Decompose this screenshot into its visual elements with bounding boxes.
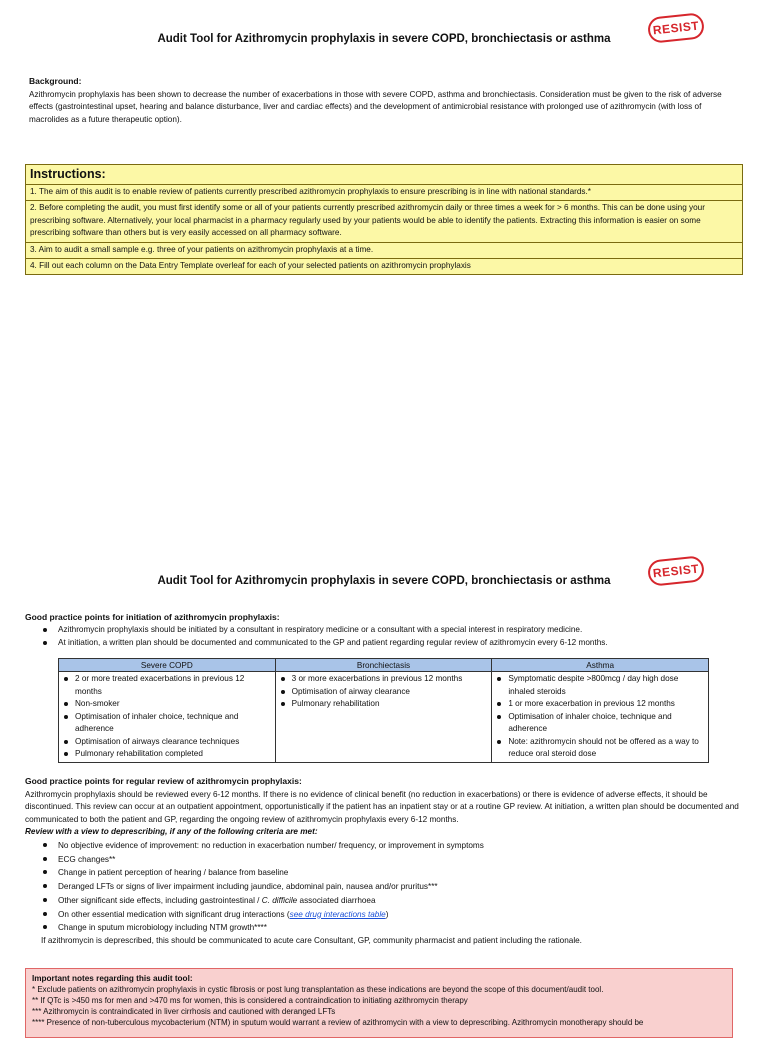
notes-heading: Important notes regarding this audit tool:	[32, 974, 193, 983]
background-heading: Background:	[29, 76, 82, 86]
instruction-item: 3. Aim to audit a small sample e.g. three of your patients on azithromycin prophylaxis at a time.	[26, 243, 742, 259]
list-item: 1 or more exacerbation in previous 12 months	[494, 698, 706, 711]
list-item: Optimisation of inhaler choice, technique and adherence	[494, 711, 706, 736]
instructions-box	[25, 164, 743, 275]
link-prefix[interactable]: see	[289, 909, 306, 919]
drug-interactions-link[interactable]: drug interactions table	[305, 909, 386, 919]
review-criteria-list	[34, 839, 734, 935]
instruction-item: 4. Fill out each column on the Data Entry Template overleaf for each of your selected patients on azithromycin prophylaxis	[30, 261, 471, 271]
list-item: Pulmonary rehabilitation completed	[61, 748, 273, 761]
list-item: Symptomatic despite >800mcg / day high dose inhaled steroids	[494, 673, 706, 698]
instructions-heading: Instructions:	[26, 165, 742, 185]
note-line: **** Presence of non-tuberculous mycobacterium (NTM) in sputum would warrant a review of azithromycin with a view to deprescribing. Azithromycin monotherapy should be	[32, 1018, 644, 1027]
list-item: Pulmonary rehabilitation	[278, 698, 490, 711]
list-item: Note: azithromycin should not be offered as a way to reduce oral steroid dose	[494, 736, 706, 761]
criterion-text: On other essential medication with significant drug interactions (	[58, 909, 290, 919]
list-item: Deranged LFTs or signs of liver impairment including jaundice, abdominal pain, nausea and/or pruritus***	[34, 880, 734, 894]
note-line: *** Azithromycin is contraindicated in liver cirrhosis and cautioned with deranged LFTs	[32, 1007, 336, 1016]
column-header: Asthma	[492, 659, 709, 672]
list-item: No objective evidence of improvement: no reduction in exacerbation number/ frequency, or improvement in symptoms	[34, 839, 734, 853]
deprescribe-text: If azithromycin is deprescribed, this should be communicated to acute care Consultant, GP, community pharmacist and patient including the rationale.	[41, 936, 582, 945]
list-item: 3 or more exacerbations in previous 12 months	[278, 673, 490, 686]
resist-logo: RESIST	[647, 555, 705, 587]
instruction-item: 2. Before completing the audit, you must first identify some or all of your patients currently prescribed azithromycin daily or three times a week for > 6 months. This can be done using your prescribing software. Alternatively, your local pharmacist in a pharmacy regularly used by your patients would be able to identify the patients. Extracting this information is easier on some prescribing software than others but is very easily accessed on all pharmacy software.	[26, 201, 742, 242]
list-item: Azithromycin prophylaxis should be initiated by a consultant in respiratory medicine or a consultant with a special interest in respiratory medicine.	[34, 624, 744, 637]
list-item: Non-smoker	[61, 698, 273, 711]
list-item: Optimisation of inhaler choice, technique and adherence	[61, 711, 273, 736]
list-item	[34, 894, 734, 908]
cdiff-suffix: associated diarrhoea	[297, 895, 376, 905]
important-notes-box	[25, 968, 733, 1038]
page-title: Audit Tool for Azithromycin prophylaxis in severe COPD, bronchiectasis or asthma	[157, 33, 611, 45]
table-cell	[59, 672, 276, 763]
review-heading: Good practice points for regular review of azithromycin prophylaxis:	[25, 776, 302, 786]
review-text: Azithromycin prophylaxis should be reviewed every 6-12 months. If there is no evidence of clinical benefit (no reduction in exacerbations) or there is evidence of adverse effects, it should be discontinued. This review can occur at an outpatient appointment, opportunistically if the patient has an inpatient stay or at a routine GP review. At initiation, a written plan should be documented and communicated to both the patient and GP, regarding the ongoing review of azithromycin prophylaxis every 6-12 months.	[25, 790, 739, 824]
list-item: Optimisation of airway clearance	[278, 686, 490, 699]
page-title: Audit Tool for Azithromycin prophylaxis in severe COPD, bronchiectasis or asthma	[157, 575, 611, 587]
note-line: * Exclude patients on azithromycin prophylaxis in cystic fibrosis or post lung transplantation as these indications are beyond the scope of this document/audit tool.	[32, 985, 604, 994]
list-item: Change in sputum microbiology including NTM growth****	[34, 921, 734, 935]
criteria-table	[58, 658, 709, 763]
instruction-item: 1. The aim of this audit is to enable review of patients currently prescribed azithromycin prophylaxis to ensure prescribing is in line with national standards.*	[26, 185, 742, 201]
list-item: 2 or more treated exacerbations in previous 12 months	[61, 673, 273, 698]
column-header: Bronchiectasis	[275, 659, 492, 672]
resist-logo: RESIST	[647, 12, 705, 44]
column-header: Severe COPD	[59, 659, 276, 672]
link-suffix: )	[385, 909, 389, 919]
list-item: Optimisation of airways clearance techniques	[61, 736, 273, 749]
background-text: Azithromycin prophylaxis has been shown to decrease the number of exacerbations in those with severe COPD, asthma and bronchiectasis. Consideration must be given to the risk of adverse effects (gastrointestinal upset, hearing and balance disturbance, liver and cardiac effects) and the development of antimicrobial resistance with prolonged use of azithromycin (with loss of macrolides as a future therapeutic option).	[29, 90, 722, 124]
review-criteria-heading: Review with a view to deprescribing, if any of the following criteria are met:	[25, 827, 318, 836]
table-cell	[492, 672, 709, 763]
list-item: At initiation, a written plan should be documented and communicated to the GP and patient regarding regular review of azithromycin every 6-12 months.	[34, 637, 744, 650]
initiation-heading: Good practice points for initiation of azithromycin prophylaxis:	[25, 612, 280, 622]
cdiff-text: C. difficile	[261, 895, 298, 905]
list-item	[34, 908, 734, 922]
criterion-text: Other significant side effects, including gastrointestinal /	[58, 895, 262, 905]
initiation-list	[34, 624, 744, 649]
list-item: Change in patient perception of hearing / balance from baseline	[34, 866, 734, 880]
table-cell	[275, 672, 492, 763]
note-line: ** If QTc is >450 ms for men and >470 ms for women, this is considered a contraindication to initiating azithromycin therapy	[32, 996, 468, 1005]
list-item: ECG changes**	[34, 853, 734, 867]
